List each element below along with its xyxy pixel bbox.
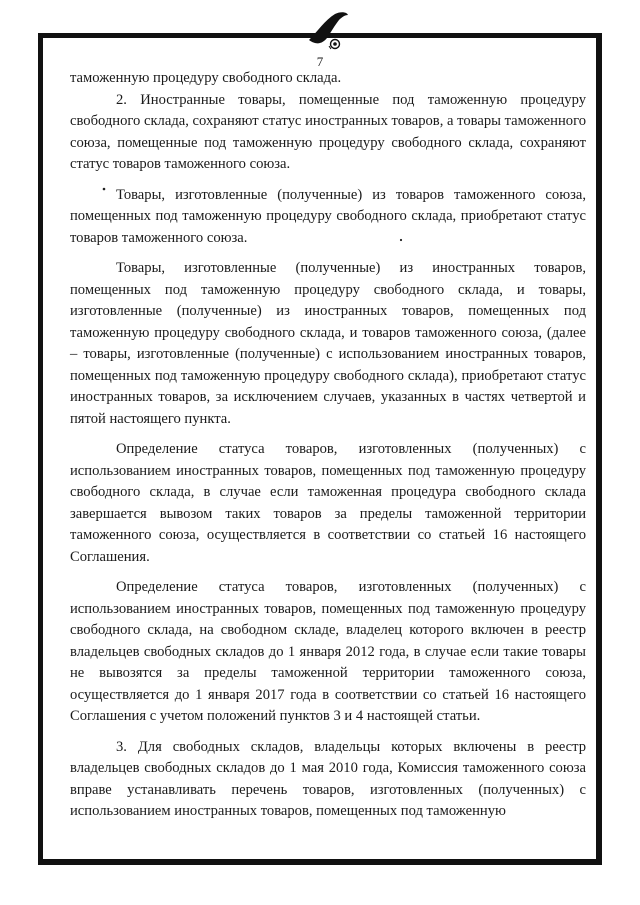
paragraph: Определение статуса товаров, изготовленных (полученных) с использованием иностранных товаров, помещенных под таможенную процедуру свободного склада, на свободном складе, владелец которого включен в реестр владельцев свободных складов до 1 января 2012 года, в случае если такие товары не вывозятся за пределы таможенной территории таможенного союза, осуществляется до 1 января 2017 года в соответствии со статьей 16 настоящего Соглашения с учетом положений пунктов 3 и 4 настоящей статьи. (70, 579, 586, 724)
paragraph: Товары, изготовленные (полученные) из товаров таможенного союза, помещенных под таможенную процедуру свободного склада, приобретают статус товаров таможенного союза. (70, 186, 586, 246)
document-text (70, 68, 586, 823)
page-number: 7 (316, 54, 324, 69)
bird-emblem-icon (305, 10, 349, 56)
paragraph: Определение статуса товаров, изготовленных (полученных) с использованием иностранных товаров, помещенных под таможенную процедуру свободного склада, в случае если таможенная процедура свободного склада завершается вывозом таких товаров за пределы таможенной территории таможенного союза, осуществляется в соответствии со статьей 16 настоящего Соглашения. (70, 441, 586, 565)
scan-speck (101, 186, 107, 192)
paragraph: таможенную процедуру свободного склада. (70, 70, 342, 86)
scan-speck (398, 237, 404, 243)
paragraph: 3. Для свободных складов, владельцы которых включены в реестр владельцев свободных складов до 1 мая 2010 года, Комиссия таможенного союза вправе устанавливать перечень товаров, изготовленных (полученных) с использованием иностранных товаров, помещенных под таможенную (70, 738, 586, 819)
paragraph: Товары, изготовленные (полученные) из иностранных товаров, помещенных под таможенную процедуру свободного склада, и товары, изготовленные (полученные) из иностранных товаров, помещенных под таможенную процедуру свободного склада, и товаров таможенного союза, (далее – товары, изготовленные (полученные) с использованием иностранных товаров, помещенных под таможенную процедуру свободного склада), приобретают статус иностранных товаров, за исключением случаев, указанных в частях четвертой и пятой настоящего пункта. (70, 260, 586, 427)
paragraph: 2. Иностранные товары, помещенные под таможенную процедуру свободного склада, сохраняют статус иностранных товаров, а товары таможенного союза, помещенные под таможенную процедуру свободного склада, сохраняют статус товаров таможенного союза. (70, 91, 586, 172)
